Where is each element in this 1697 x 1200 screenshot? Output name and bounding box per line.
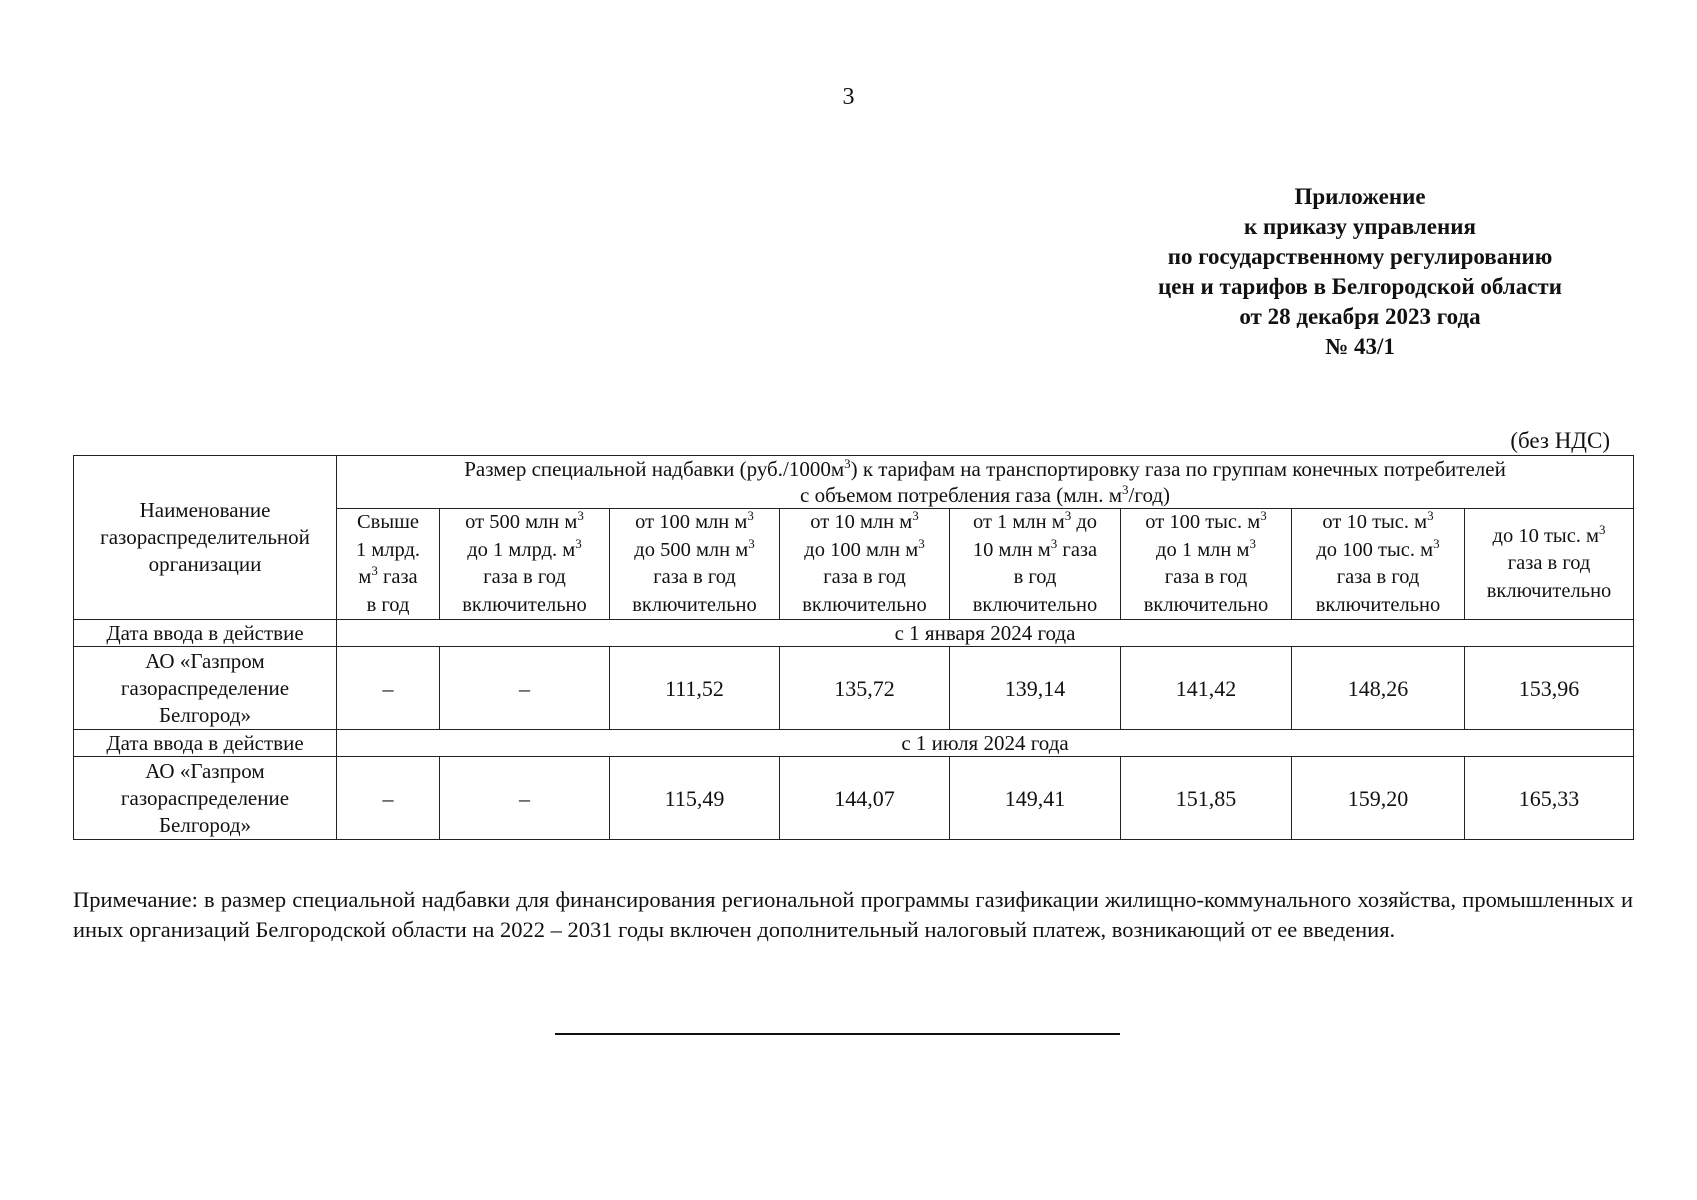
effective-date-label: Дата ввода в действие [74,730,337,757]
column-header: до 10 тыс. $м^3$ газа в год включительно [1465,509,1634,620]
page-number: 3 [842,84,855,110]
effective-date-value: с 1 января 2024 года [337,620,1634,647]
appendix-line: цен и тарифов в Белгородской области [1158,274,1562,299]
appendix-line: по государственному регулированию [1167,244,1553,269]
value-cell: 149,41 [950,757,1121,840]
footnote: Примечание: в размер специальной надбавки для финансирования региональной программы газификации жилищно-коммунального хозяйства, промышленных и иных организаций Белгородской области на 2022 – 2031 годы включен дополнительный налоговый платеж, возникающий от ее введения. [73,887,1633,942]
org-name-header: Наименование газораспределительной организации [74,456,337,620]
value-cell: 159,20 [1292,757,1465,840]
effective-date-row [74,620,1634,647]
column-header: от 1 млн $м^3$ до 10 млн $м^3$ газа в год включительно [950,509,1121,620]
value-cell: 141,42 [1121,647,1292,730]
appendix-line: к приказу управления [1244,214,1476,239]
value-cell: 165,33 [1465,757,1634,840]
value-cell: – [440,647,610,730]
column-header: от 500 млн $м^3$ до 1 млрд. $м^3$ газа в год включительно [440,509,610,620]
table-header-row [74,456,1634,509]
org-name-cell: АО «Газпром газораспределение Белгород» [74,757,337,840]
appendix-date: от 28 декабря 2023 года [1239,304,1481,329]
table-row [74,647,1634,730]
column-header: от 100 тыс. $м^3$ до 1 млн $м^3$ газа в год включительно [1121,509,1292,620]
value-cell: – [337,647,440,730]
value-cell: 115,49 [610,757,780,840]
effective-date-row [74,730,1634,757]
value-cell: 144,07 [780,757,950,840]
column-header: Свыше 1 млрд. $м^3$ газа в год [337,509,440,620]
effective-date-label: Дата ввода в действие [74,620,337,647]
appendix-title: Приложение [1294,184,1426,209]
appendix-heading [1080,182,1640,362]
value-cell: 151,85 [1121,757,1292,840]
value-cell: 148,26 [1292,647,1465,730]
value-cell: 135,72 [780,647,950,730]
column-header: от 100 млн $м^3$ до 500 млн $м^3$ газа в год включительно [610,509,780,620]
value-cell: 139,14 [950,647,1121,730]
column-header: от 10 тыс. $м^3$ до 100 тыс. $м^3$ газа в год включительно [1292,509,1465,620]
value-cell: 111,52 [610,647,780,730]
tariff-table [73,455,1634,840]
surcharge-header: Размер специальной надбавки $(руб./1000м^3)$ к тарифам на транспортировку газа по группам конечных потребителей с объемом потребления газа (млн. $м^3/год$) [337,456,1634,509]
org-name-cell: АО «Газпром газораспределение Белгород» [74,647,337,730]
value-cell: 153,96 [1465,647,1634,730]
appendix-number: № 43/1 [1325,334,1395,359]
signature-divider [555,1033,1120,1035]
vat-note: (без НДС) [1510,428,1610,453]
value-cell: – [337,757,440,840]
column-header: от 10 млн $м^3$ до 100 млн $м^3$ газа в год включительно [780,509,950,620]
value-cell: – [440,757,610,840]
effective-date-value: с 1 июля 2024 года [337,730,1634,757]
table-row [74,757,1634,840]
